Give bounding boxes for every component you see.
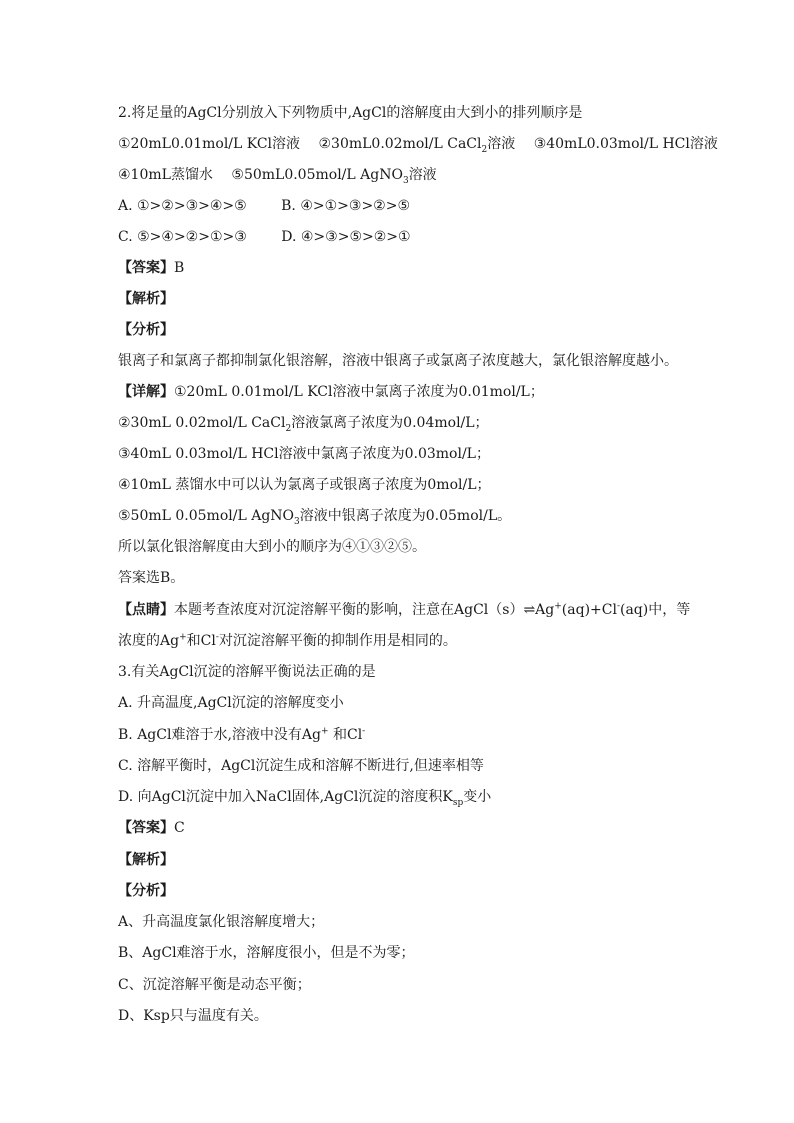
q2-answer: 【答案】B [118,260,185,276]
q2-conclusion: 所以氯化银溶解度由大到小的顺序为④①③②⑤。 [118,539,426,555]
q2-fenxi-tag: 【分析】 [118,322,174,338]
q2-options-row1: ①20mL0.01mol/L KCl溶液 ②30mL0.02mol/L CaCl$_2$溶液 ③40mL0.03mol/L HCl溶液 [118,136,718,155]
q3-choice-b: B. AgCl难溶于水,溶液中没有Ag+ 和Cl- [118,726,366,743]
q3-fenxi-d: D、Ksp只与温度有关。 [118,1008,268,1024]
q2-choices-cd [118,227,734,247]
q3-choice-a: A. 升高温度,AgCl沉淀的溶解度变小 [118,695,344,711]
q2-detail-2: ②30mL 0.02mol/L CaCl$_2$溶液氯离子浓度为0.04mol/L； [118,415,489,434]
q3-stem: 3.有关AgCl沉淀的溶解平衡说法正确的是 [118,664,376,680]
q2-detail-3: ③40mL 0.03mol/L HCl溶液中氯离子浓度为0.03mol/L； [118,446,490,462]
q2-detail-1: 【详解】①20mL 0.01mol/L KCl溶液中氯离子浓度为0.01mol/L； [118,384,544,400]
choice-b: B. ④>①>③>②>⑤ [281,198,411,214]
q2-analysis-tag: 【解析】 [118,291,174,307]
q3-fenxi-tag: 【分析】 [118,883,174,899]
q2-options-row2: ④10mL蒸馏水 ⑤50mL0.05mol/L AgNO$_3$溶液 [118,167,437,186]
q3-answer: 【答案】C [118,820,185,836]
q2-stem: 2.将足量的AgCl分别放入下列物质中,AgCl的溶解度由大到小的排列顺序是 [118,105,583,121]
q2-detail-4: ④10mL 蒸馏水中可以认为氯离子或银离子浓度为0mol/L； [118,477,491,493]
q3-choice-c: C. 溶解平衡时，AgCl沉淀生成和溶解不断进行,但速率相等 [118,758,484,774]
q2-fenxi: 银离子和氯离子都抑制氯化银溶解，溶液中银离子或氯离子浓度越大，氯化银溶解度越小。 [118,353,678,369]
q3-fenxi-c: C、沉淀溶解平衡是动态平衡； [118,977,311,993]
choice-a: A. ①>②>③>④>⑤ [118,198,247,214]
choice-c: C. ⑤>④>②>①>③ [118,229,247,245]
q2-choices-ab [118,196,734,216]
q3-fenxi-a: A、升高温度氯化银溶解度增大； [118,914,325,930]
q2-dianjing-1: 【点睛】本题考查浓度对沉淀溶解平衡的影响，注意在AgCl（s）⇌Ag+(aq)+Cl-(aq)中，等 [118,601,691,618]
q3-analysis-tag: 【解析】 [118,852,174,868]
q3-choice-d: D. 向AgCl沉淀中加入NaCl固体,AgCl沉淀的溶度积$K_{sp}$变小 [118,789,492,808]
q2-dianjing-2: 浓度的Ag+和Cl-对沉淀溶解平衡的抑制作用是相同的。 [118,632,457,649]
q2-final: 答案选B。 [118,570,185,586]
q3-fenxi-b: B、AgCl难溶于水，溶解度很小，但是不为零； [118,945,415,961]
choice-d: D. ④>③>⑤>②>① [281,229,411,245]
q2-detail-5: ⑤50mL 0.05mol/L AgNO$_3$溶液中银离子浓度为0.05mol/L。 [118,508,512,527]
